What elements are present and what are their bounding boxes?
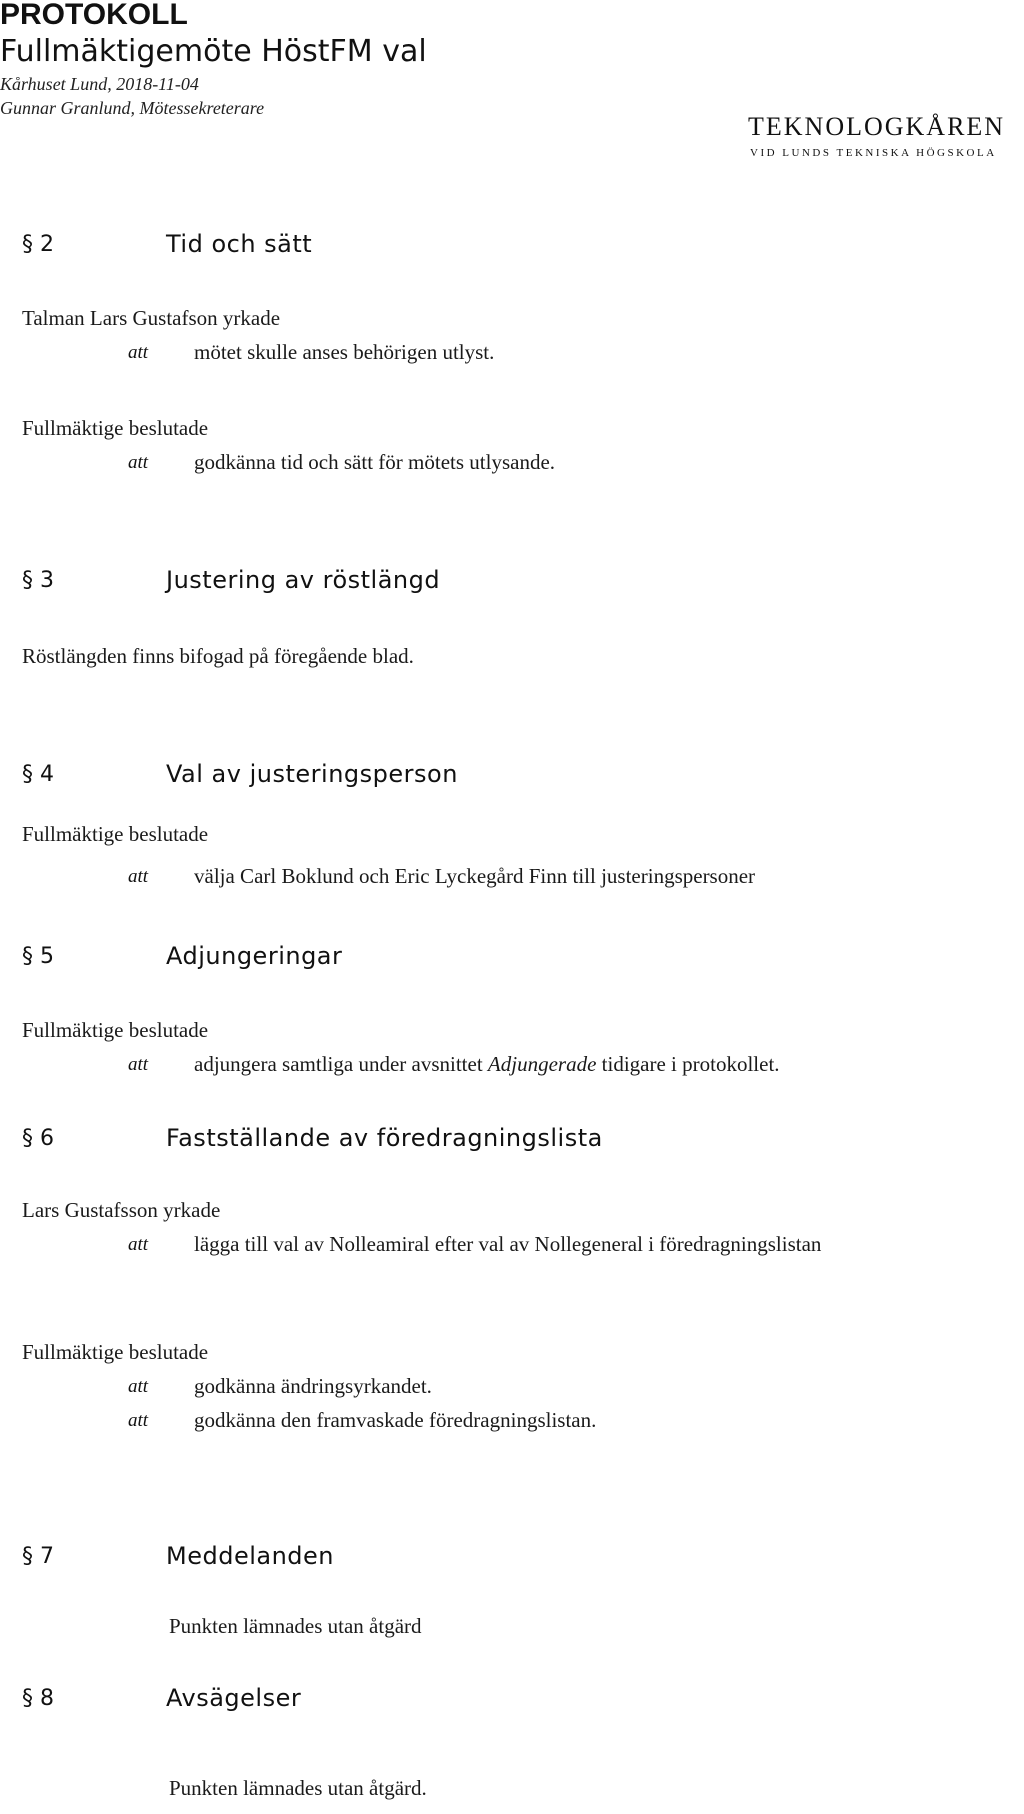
- section-6-title: Fastställande av föredragningslista: [166, 1124, 603, 1152]
- section-4-number: § 4: [22, 762, 54, 787]
- section-2-title: Tid och sätt: [166, 230, 313, 258]
- section-5-decision-att: att: [128, 1054, 149, 1075]
- section-5-clause-emphasis: Adjungerade: [487, 1052, 597, 1076]
- section-6-decision-clause-2: godkänna den framvaskade föredragningslistan.: [194, 1408, 597, 1432]
- section-3-number: § 3: [22, 568, 54, 593]
- section-5-title: Adjungeringar: [166, 942, 343, 970]
- section-6-motion-clause: lägga till val av Nolleamiral efter val av Nollegeneral i föredragningslistan: [194, 1232, 822, 1256]
- section-5-clause-start: adjungera samtliga under avsnittet: [194, 1052, 488, 1076]
- section-6-decision: Fullmäktige beslutade: [22, 1340, 209, 1364]
- section-5-clause-end: tidigare i protokollet.: [596, 1052, 780, 1076]
- section-5-decision-clause: [194, 1052, 780, 1077]
- section-6-motion: Lars Gustafsson yrkade: [22, 1198, 221, 1222]
- section-4-title: Val av justeringsperson: [166, 760, 458, 788]
- section-8-note: Punkten lämnades utan åtgärd.: [169, 1776, 427, 1800]
- section-6-number: § 6: [22, 1126, 54, 1151]
- section-8-title: Avsägelser: [166, 1684, 302, 1712]
- section-2-number: § 2: [22, 232, 54, 257]
- section-6-decision-clause-1: godkänna ändringsyrkandet.: [194, 1374, 432, 1398]
- section-2-decision-att: att: [128, 452, 149, 473]
- document-type: PROTOKOLL: [0, 0, 188, 31]
- meeting-secretary: Gunnar Granlund, Mötessekreterare: [0, 98, 265, 118]
- section-7-note: Punkten lämnades utan åtgärd: [169, 1614, 422, 1638]
- section-6-motion-att: att: [128, 1234, 149, 1255]
- section-2-motion-att: att: [128, 342, 149, 363]
- section-4-decision: Fullmäktige beslutade: [22, 822, 209, 846]
- section-2-motion-clause: mötet skulle anses behörigen utlyst.: [194, 340, 495, 364]
- section-5-decision: Fullmäktige beslutade: [22, 1018, 209, 1042]
- section-6-decision-att-1: att: [128, 1376, 149, 1397]
- section-7-title: Meddelanden: [166, 1542, 335, 1570]
- section-4-decision-att: att: [128, 866, 149, 887]
- section-5-number: § 5: [22, 944, 54, 969]
- meeting-title: Fullmäktigemöte HöstFM val: [0, 34, 427, 69]
- section-6-decision-att-2: att: [128, 1410, 149, 1431]
- section-2-decision: Fullmäktige beslutade: [22, 416, 209, 440]
- section-3-title: Justering av röstlängd: [166, 566, 441, 594]
- section-4-decision-clause: välja Carl Boklund och Eric Lyckegård Finn till justeringspersoner: [194, 864, 756, 888]
- section-8-number: § 8: [22, 1686, 54, 1711]
- section-3-text: Röstlängden finns bifogad på föregående blad.: [22, 644, 414, 668]
- meeting-place-date: Kårhuset Lund, 2018-11-04: [0, 74, 199, 94]
- section-7-number: § 7: [22, 1544, 54, 1569]
- organization-subtitle: VID LUNDS TEKNISKA HÖGSKOLA: [750, 147, 997, 159]
- section-2-motion: Talman Lars Gustafson yrkade: [22, 306, 281, 330]
- section-2-decision-clause: godkänna tid och sätt för mötets utlysande.: [194, 450, 556, 474]
- organization-name: TEKNOLOGKÅREN: [748, 112, 1006, 141]
